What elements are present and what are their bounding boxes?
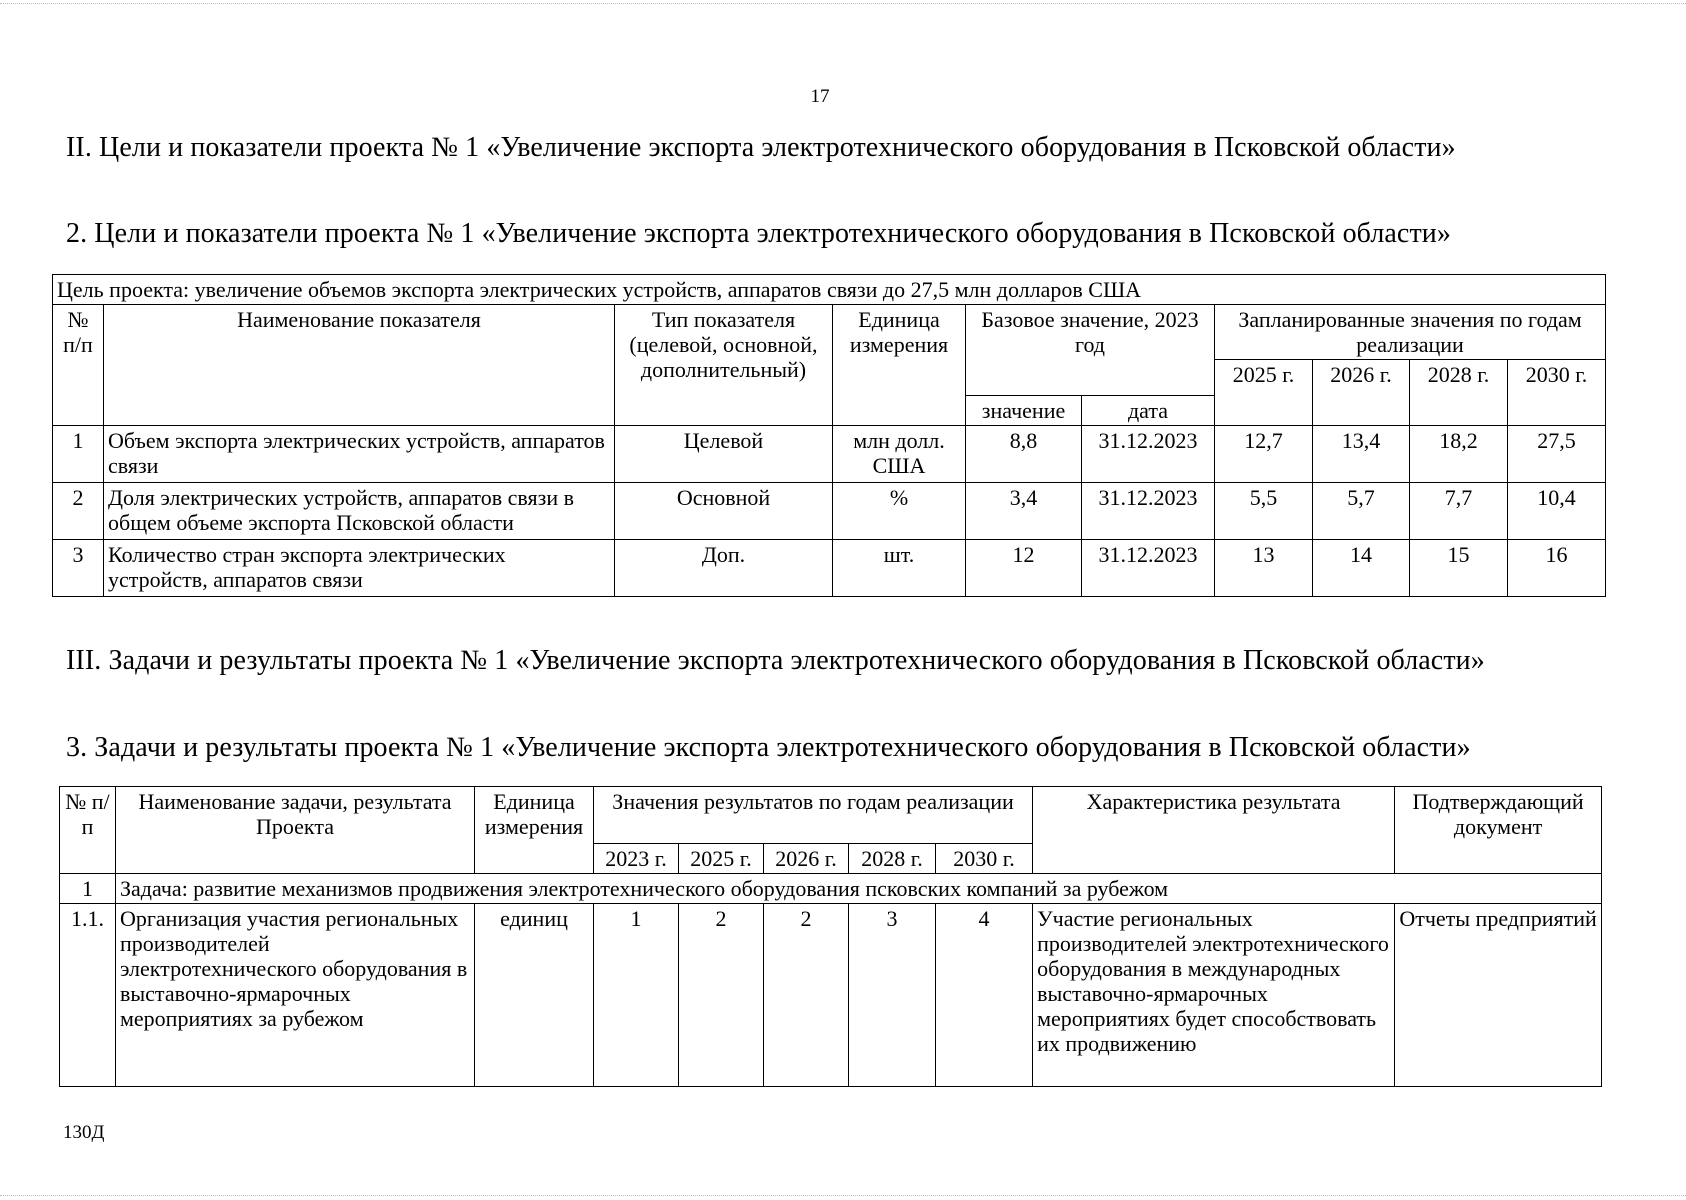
base-value: 8,8 <box>966 426 1082 483</box>
planned-value: 18,2 <box>1410 426 1508 483</box>
header-task-name: Наименование задачи, результата Проекта <box>116 787 475 874</box>
planned-value: 16 <box>1508 540 1606 597</box>
header-year: 2025 г. <box>1215 360 1313 426</box>
table-row <box>60 904 1602 1087</box>
planned-value: 15 <box>1410 540 1508 597</box>
row-num: 3 <box>53 540 104 597</box>
header-row <box>60 787 1602 844</box>
planned-value: 5,7 <box>1313 483 1410 540</box>
planned-value: 27,5 <box>1508 426 1606 483</box>
planned-value: 13,4 <box>1313 426 1410 483</box>
header-year: 2025 г. <box>679 844 764 874</box>
header-base-value: Базовое значение, 2023 год <box>966 305 1215 396</box>
result-name: Организация участия региональных производителей электротехнического оборудования в выставочно-ярмарочных мероприятиях за рубежом <box>116 904 475 1087</box>
base-date: 31.12.2023 <box>1082 540 1215 597</box>
indicator-type: Целевой <box>615 426 833 483</box>
table-3-title: 3. Задачи и результаты проекта № 1 «Увеличение экспорта электротехнического оборудования в Псковской области» <box>66 732 1471 763</box>
planned-value: 5,5 <box>1215 483 1313 540</box>
indicator-name: Объем экспорта электрических устройств, аппаратов связи <box>104 426 615 483</box>
header-num: № п/п <box>53 305 104 426</box>
header-unit: Единица измерения <box>475 787 594 874</box>
header-row <box>53 305 1606 360</box>
project-goal: Цель проекта: увеличение объемов экспорта электрических устройств, аппаратов связи до 27,5 млн долларов США <box>53 275 1606 305</box>
header-indicator-type: Тип показателя (целевой, основной, дополнительный) <box>615 305 833 426</box>
planned-value: 14 <box>1313 540 1410 597</box>
planned-value: 12,7 <box>1215 426 1313 483</box>
section-3-heading: III. Задачи и результаты проекта № 1 «Увеличение экспорта электротехнического оборудования в Псковской области» <box>66 645 1485 676</box>
section-2-heading: II. Цели и показатели проекта № 1 «Увеличение экспорта электротехнического оборудования в Псковской области» <box>66 132 1456 163</box>
header-year: 2023 г. <box>594 844 679 874</box>
header-year: 2026 г. <box>764 844 849 874</box>
header-result-values: Значения результатов по годам реализации <box>594 787 1033 844</box>
header-unit: Единица измерения <box>833 305 966 426</box>
header-planned-values: Запланированные значения по годам реализации <box>1215 305 1606 360</box>
result-value: 2 <box>679 904 764 1087</box>
table-2-title: 2. Цели и показатели проекта № 1 «Увеличение экспорта электротехнического оборудования в Псковской области» <box>66 218 1451 249</box>
indicator-unit: % <box>833 483 966 540</box>
row-num: 2 <box>53 483 104 540</box>
result-value: 1 <box>594 904 679 1087</box>
result-characteristic: Участие региональных производителей электротехнического оборудования в международных выставочно-ярмарочных мероприятиях будет способствовать их продвижению <box>1033 904 1395 1087</box>
indicator-unit: млн долл. США <box>833 426 966 483</box>
planned-value: 7,7 <box>1410 483 1508 540</box>
table-row <box>53 540 1606 597</box>
indicator-name: Количество стран экспорта электрических устройств, аппаратов связи <box>104 540 615 597</box>
header-year: 2030 г. <box>936 844 1033 874</box>
header-indicator-name: Наименование показателя <box>104 305 615 426</box>
planned-value: 13 <box>1215 540 1313 597</box>
base-value: 3,4 <box>966 483 1082 540</box>
tasks-results-table <box>59 786 1602 1087</box>
header-year: 2028 г. <box>849 844 936 874</box>
table-row <box>53 483 1606 540</box>
header-document: Подтверждающий документ <box>1395 787 1602 874</box>
task-row <box>60 874 1602 904</box>
header-year: 2028 г. <box>1410 360 1508 426</box>
header-base-value-label: значение <box>966 396 1082 426</box>
base-value: 12 <box>966 540 1082 597</box>
row-num: 1 <box>53 426 104 483</box>
result-value: 3 <box>849 904 936 1087</box>
task-num: 1 <box>60 874 116 904</box>
scan-edge-bottom <box>0 1195 1686 1197</box>
planned-value: 10,4 <box>1508 483 1606 540</box>
indicator-type: Основной <box>615 483 833 540</box>
indicator-type: Доп. <box>615 540 833 597</box>
base-date: 31.12.2023 <box>1082 426 1215 483</box>
base-date: 31.12.2023 <box>1082 483 1215 540</box>
header-num: № п/п <box>60 787 116 874</box>
indicator-name: Доля электрических устройств, аппаратов связи в общем объеме экспорта Псковской области <box>104 483 615 540</box>
indicator-unit: шт. <box>833 540 966 597</box>
header-year: 2026 г. <box>1313 360 1410 426</box>
row-num: 1.1. <box>60 904 116 1087</box>
page-number: 17 <box>810 86 830 107</box>
footer-code: 130Д <box>63 1122 105 1143</box>
task-text: Задача: развитие механизмов продвижения электротехнического оборудования псковских компаний за рубежом <box>116 874 1602 904</box>
scan-edge-top <box>0 3 1686 5</box>
header-base-date-label: дата <box>1082 396 1215 426</box>
result-value: 2 <box>764 904 849 1087</box>
goal-row <box>53 275 1606 305</box>
header-characteristic: Характеристика результата <box>1033 787 1395 874</box>
result-value: 4 <box>936 904 1033 1087</box>
confirming-document: Отчеты предприятий <box>1395 904 1602 1087</box>
header-year: 2030 г. <box>1508 360 1606 426</box>
goals-indicators-table <box>52 274 1606 597</box>
result-unit: единиц <box>475 904 594 1087</box>
table-row <box>53 426 1606 483</box>
